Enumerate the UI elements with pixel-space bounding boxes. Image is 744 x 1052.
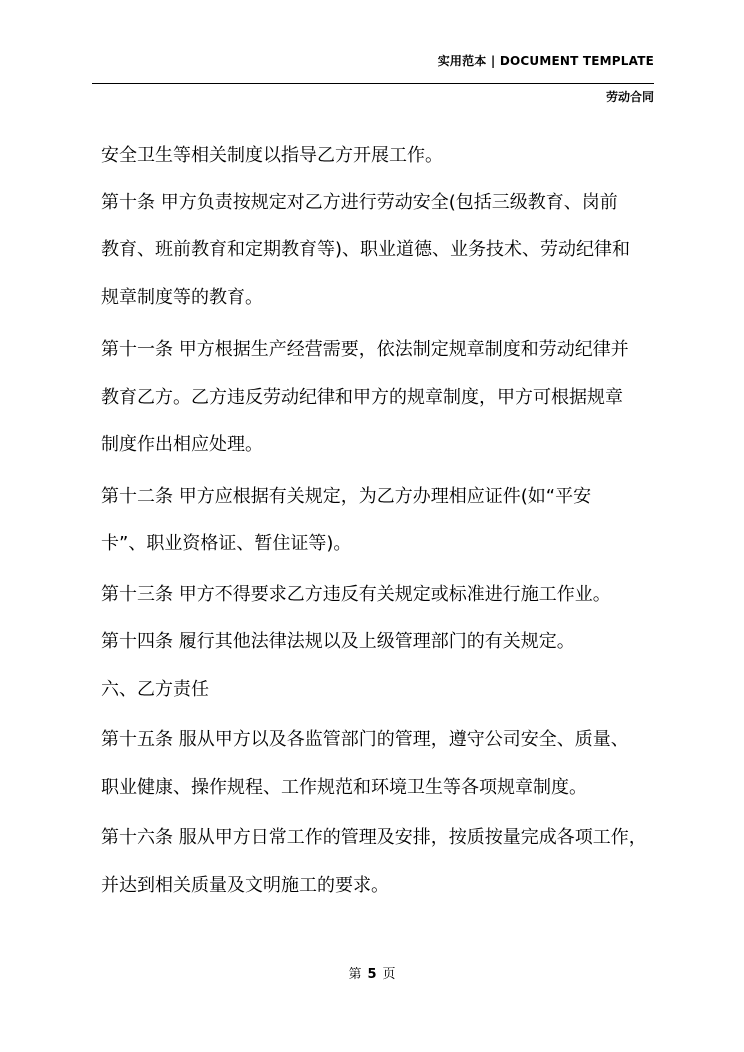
body-line: 第十一条 甲方根据生产经营需要，依法制定规章制度和劳动纪律并 [101, 339, 629, 360]
footer-suffix: 页 [382, 967, 396, 982]
body-line: 第十条 甲方负责按规定对乙方进行劳动安全(包括三级教育、岗前 [101, 192, 618, 213]
header-title: 实用范本 | DOCUMENT TEMPLATE [437, 54, 654, 68]
page-number: 5 [367, 967, 377, 982]
body-line: 教育乙方。乙方违反劳动纪律和甲方的规章制度，甲方可根据规章 [101, 387, 623, 408]
section-heading: 六、乙方责任 [101, 679, 209, 700]
header-subtitle: 劳动合同 [605, 90, 654, 104]
body-line: 教育、班前教育和定期教育等)、职业道德、业务技术、劳动纪律和 [101, 239, 631, 260]
body-line: 卡”、职业资格证、暂住证等)。 [101, 533, 352, 554]
body-line: 安全卫生等相关制度以指导乙方开展工作。 [101, 145, 443, 166]
body-line: 第十四条 履行其他法律法规以及上级管理部门的有关规定。 [101, 631, 575, 652]
header-divider [92, 83, 654, 84]
body-line: 第十三条 甲方不得要求乙方违反有关规定或标准进行施工作业。 [101, 584, 611, 605]
footer-prefix: 第 [348, 967, 362, 982]
body-line: 并达到相关质量及文明施工的要求。 [101, 875, 389, 896]
body-line: 职业健康、操作规程、工作规范和环境卫生等各项规章制度。 [101, 777, 587, 798]
body-line: 第十二条 甲方应根据有关规定，为乙方办理相应证件(如“平安 [101, 486, 592, 507]
body-line: 制度作出相应处理。 [101, 434, 263, 455]
body-line: 第十六条 服从甲方日常工作的管理及安排，按质按量完成各项工作， [101, 827, 647, 848]
body-line: 第十五条 服从甲方以及各监管部门的管理，遵守公司安全、质量、 [101, 729, 629, 750]
body-line: 规章制度等的教育。 [101, 287, 263, 308]
page-footer [0, 963, 744, 982]
